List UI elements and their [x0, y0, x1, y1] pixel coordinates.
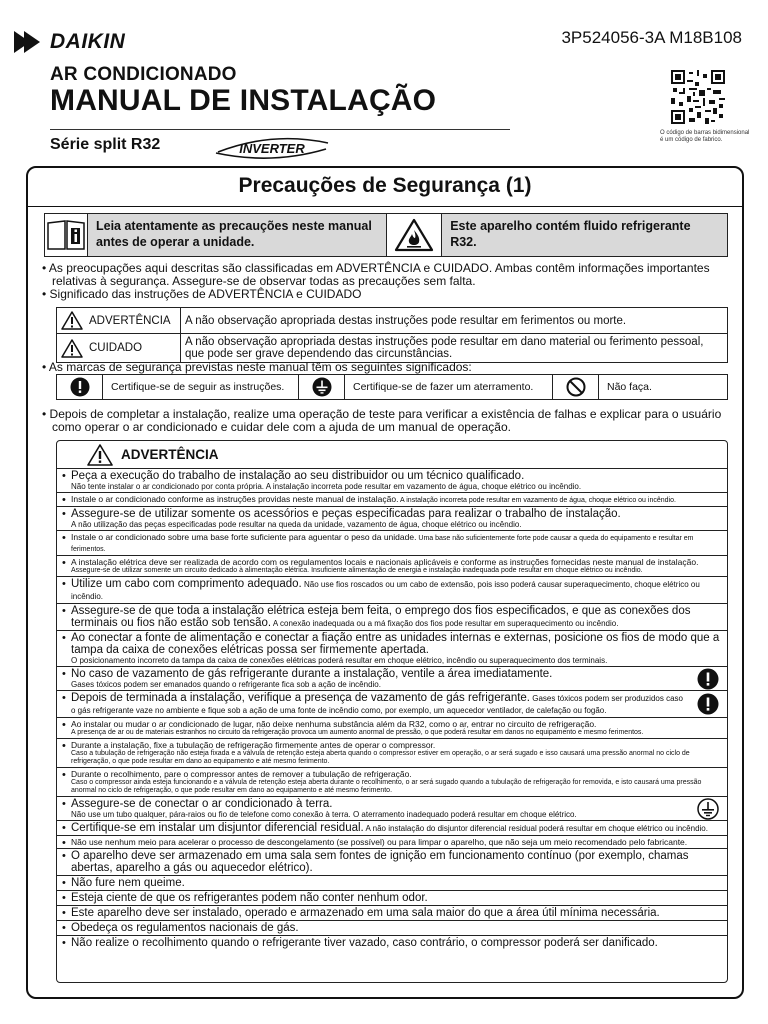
daikin-logo-icon	[14, 31, 48, 53]
warning-item-detail: Gases tóxicos podem ser emanados quando o refrigerante fica sob a ação de incêndio.	[71, 680, 381, 689]
warning-item	[57, 469, 727, 493]
prohibited-icon	[553, 375, 599, 399]
warning-item-text: • Assegure-se de utilizar somente os acessórios e peças especificadas para realizar o trabalho de instalação.	[71, 508, 621, 520]
warning-item-text: • No caso de vazamento de gás refrigerante durante a instalação, ventile a área imediatamente.	[71, 668, 553, 680]
document-subtitle: AR CONDICIONADO	[50, 64, 237, 85]
warning-item-detail: Caso a tubulação de refrigeração não esteja fixada e a válvula de retenção esteja aberta quando o compressor estiver em operação, o ar será sugado e isso causará uma pressão anormal no ciclo de refrigeração, o que pode resultar em dano ao equipamento e até mesmo ferimento.	[71, 750, 690, 765]
mark-grounding: Certifique-se de fazer um aterramento.	[345, 375, 553, 399]
advertencia-items	[57, 469, 727, 950]
warning-item	[57, 836, 727, 849]
meaning-note: • Significado das instruções de ADVERTÊNCIA e CUIDADO	[42, 287, 362, 301]
warning-item-text: • Ao instalar ou mudar o ar condicionado de lugar, não deixe nenhuma substância além da R32, como o ar, entrar no circuito de refrigeração.	[71, 719, 597, 729]
warning-item-text: • Assegure-se de que toda a instalação elétrica esteja bem feita, o emprego dos fios especificados, e que as conexões dos terminais ou fios não estão sob tensão. A conexão inadequada ou a má fixação dos fios pode resultar em superaquecimento ou incêndio.	[71, 605, 691, 629]
warning-item-detail: Não tente instalar o ar condicionado por conta própria. A instalação incorreta pode resultar em vazamento de água, choque elétrico ou incêndio.	[71, 482, 582, 491]
classification-note: • As preocupações aqui descritas são classificadas em ADVERTÊNCIA e CUIDADO. Ambas contêm informações importantes relativas à segurança. Assegure-se de observar todas as precauções sem falta.	[42, 261, 710, 288]
warning-item	[57, 691, 727, 718]
caution-meaning: A não observação apropriada destas instruções pode resultar em dano material ou ferimento pessoal, que pode ser grave dependendo das circunstâncias.	[181, 334, 728, 363]
ground-icon	[697, 798, 719, 820]
warning-item	[57, 821, 727, 836]
warning-item-text: • Durante o recolhimento, pare o compressor antes de remover a tubulação de refrigeração.	[71, 769, 412, 779]
marks-intro	[42, 361, 732, 374]
caution-triangle-icon	[61, 339, 83, 358]
warning-item-text: • A instalação elétrica deve ser realizada de acordo com os regulamentos locais e nacionais aplicáveis e conforme as instruções fornecidas neste manual de instalação.	[71, 557, 699, 567]
notice-read-manual-text: Leia atentamente as precauções neste manual antes de operar a unidade.	[96, 219, 372, 249]
marks-note: • As marcas de segurança previstas neste manual têm os seguintes significados:	[42, 360, 472, 374]
warning-item	[57, 604, 727, 631]
qr-code-note: O código de barras bidimensional é um código de fabrico.	[660, 130, 750, 143]
advertencia-header	[57, 441, 727, 469]
section-title: Precauções de Segurança (1)	[238, 174, 532, 197]
warning-item-text: • Este aparelho deve ser instalado, operado e armazenado em uma sala maior do que a área útil mínima necessária.	[71, 907, 660, 919]
warning-item-text: • Peça a execução do trabalho de instalação ao seu distribuidor ou um técnico qualificado.	[71, 470, 525, 482]
inverter-logo-icon	[212, 137, 332, 159]
mandatory-icon	[697, 668, 719, 690]
warning-row	[57, 308, 728, 334]
brand-name: DAIKIN	[50, 30, 126, 53]
signal-word-table	[56, 307, 728, 363]
warning-item-text: • Durante a instalação, fixe a tubulação de refrigeração firmemente antes de operar o compressor.	[71, 740, 436, 750]
notice-row	[44, 213, 728, 257]
warning-item-text: • Não fure nem queime.	[71, 877, 185, 889]
section-title-divider	[28, 206, 742, 207]
warning-item	[57, 906, 727, 921]
warning-item	[57, 936, 727, 950]
warning-item-detail: Assegure-se de utilizar somente um circuito dedicado à alimentação elétrica. Insuficiente alimentação de energia e instalação inadequada pode resultar em choque elétrico ou incêndio.	[71, 567, 643, 574]
warning-item-text: • Não use nenhum meio para acelerar o processo de descongelamento (se possível) ou para limpar o aparelho, que não seja um meio recomendado pelo fabricante.	[71, 837, 688, 847]
warning-item-text: • Certifique-se em instalar um disjuntor diferencial residual. A não instalação do disjuntor diferencial residual poderá resultar em choque elétrico ou incêndio.	[71, 822, 708, 834]
title-divider	[50, 129, 510, 130]
warning-item-detail: Não use um tubo qualquer, pára-raios ou fio de telefone como conexão à terra. O aterramento inadequado poderá resultar em choque elétrico.	[71, 810, 577, 819]
ground-icon	[299, 375, 345, 399]
document-title: MANUAL DE INSTALAÇÃO	[50, 84, 437, 117]
warning-item-detail: A não utilização das peças especificadas pode resultar na queda da unidade, vazamento de água, choque elétrico ou incêndio.	[71, 520, 522, 529]
warning-triangle-icon	[87, 444, 113, 466]
advertencia-box	[56, 440, 728, 983]
warning-triangle-icon	[61, 311, 83, 330]
intro-bullets	[42, 262, 732, 301]
test-operation-bullet	[42, 408, 732, 434]
warning-label: ADVERTÊNCIA	[89, 314, 171, 327]
series-label: Série split R32	[50, 136, 161, 153]
warning-item	[57, 667, 727, 691]
caution-row	[57, 334, 728, 363]
warning-item	[57, 493, 727, 507]
warning-item	[57, 507, 727, 531]
inverter-logo-text: INVERTER	[239, 141, 305, 156]
warning-meaning: A não observação apropriada destas instruções pode resultar em ferimentos ou morte.	[181, 308, 728, 334]
warning-item	[57, 876, 727, 891]
warning-item-text: • O aparelho deve ser armazenado em uma sala sem fontes de ignição em funcionamento contínuo (por exemplo, chamas abertas, aparelho a gás ou aquecedor elétrico).	[71, 850, 689, 874]
warning-item	[57, 891, 727, 906]
title-block	[50, 64, 436, 118]
warning-item-detail: O posicionamento incorreto da tampa da caixa de conexões elétricas poderá resultar em choque elétrico, incêndio ou superaquecimento dos terminais.	[71, 656, 608, 665]
warning-item-text: • Não realize o recolhimento quando o refrigerante tiver vazado, caso contrário, o compressor poderá ser danificado.	[71, 937, 658, 949]
notice-refrigerant	[386, 213, 729, 257]
warning-item	[57, 556, 727, 577]
warning-item-text: • Instale o ar condicionado sobre uma base forte suficiente para aguentar o peso da unidade. Uma base não suficientemente forte pode causar a queda do equipamento e resultar em ferimentos.	[71, 532, 694, 553]
warning-item	[57, 531, 727, 556]
warning-item	[57, 921, 727, 936]
warning-item-text: • Instale o ar condicionado conforme as instruções providas neste manual de instalação. A instalação incorreta pode resultar em vazamento de água, choque elétrico ou incêndio.	[71, 494, 676, 504]
warning-item	[57, 718, 727, 739]
warning-item-text: • Depois de terminada a instalação, verifique a presença de vazamento de gás refrigerante. Gases tóxicos podem ser produzidos caso o gás refrigerante vaze no ambiente e fique sob a ação de uma fonte de incêndio como, por exemplo, um aquecedor ventilador, de calefação ou fogão.	[71, 692, 683, 715]
safety-precautions-frame	[26, 166, 744, 999]
flammable-warning-icon	[387, 214, 443, 256]
warning-item	[57, 768, 727, 797]
warning-item-text: • Obedeça os regulamentos nacionais de gás.	[71, 922, 299, 934]
mandatory-icon	[57, 375, 103, 399]
test-operation-note: • Depois de completar a instalação, realize uma operação de teste para verificar a existência de falhas e explicar para o usuário como operar o ar condicionado e cuidar dele com a ajuda de um manual de operação.	[42, 407, 722, 434]
warning-item	[57, 631, 727, 667]
mark-follow-instructions: Certifique-se de seguir as instruções.	[103, 375, 299, 399]
warning-item-text: • Assegure-se de conectar o ar condicionado à terra.	[71, 798, 333, 810]
notice-read-manual	[44, 213, 387, 257]
warning-item	[57, 849, 727, 876]
warning-item-text: • Utilize um cabo com comprimento adequado. Não use fios roscados ou um cabo de extensão, pois isso poderá causar superaquecimento, choque elétrico ou incêndio.	[71, 578, 700, 601]
document-code: 3P524056-3A M18B108	[561, 28, 742, 47]
manual-info-icon	[45, 214, 88, 256]
caution-label: CUIDADO	[89, 342, 143, 354]
warning-item	[57, 797, 727, 821]
advertencia-title: ADVERTÊNCIA	[121, 447, 219, 462]
mandatory-icon	[697, 693, 719, 715]
mark-do-not: Não faça.	[607, 381, 652, 393]
warning-item-detail: A presença de ar ou de materiais estranhos no circuito da refrigeração provoca um aumento anormal de pressão, o que poderá resultar em danos no equipamento e mesmo ferimentos.	[71, 729, 644, 736]
warning-item-text: • Esteja ciente de que os refrigerantes podem não conter nenhum odor.	[71, 892, 428, 904]
daikin-logo	[14, 30, 125, 54]
warning-item	[57, 577, 727, 604]
notice-refrigerant-text: Este aparelho contém fluido refrigerante R32.	[450, 219, 691, 249]
safety-marks-legend	[56, 374, 728, 400]
qr-code-icon	[671, 70, 725, 124]
warning-item-detail: Caso o compressor ainda esteja funcionando e a válvula de retenção esteja aberta durante o recolhimento, o ar será sugado quando a tubulação de refrigeração for removida, e isto causará uma pressão anormal no ciclo de refrigeração, o que pode resultar em dano ao equipamento e até mesmo ferimento.	[71, 779, 702, 794]
warning-item	[57, 739, 727, 768]
warning-item-text: • Ao conectar a fonte de alimentação e conectar a fiação entre as unidades internas e externas, posicione os fios de modo que a tampa da caixa de conexões elétricas possa ser firmemente apertada.	[71, 632, 720, 656]
